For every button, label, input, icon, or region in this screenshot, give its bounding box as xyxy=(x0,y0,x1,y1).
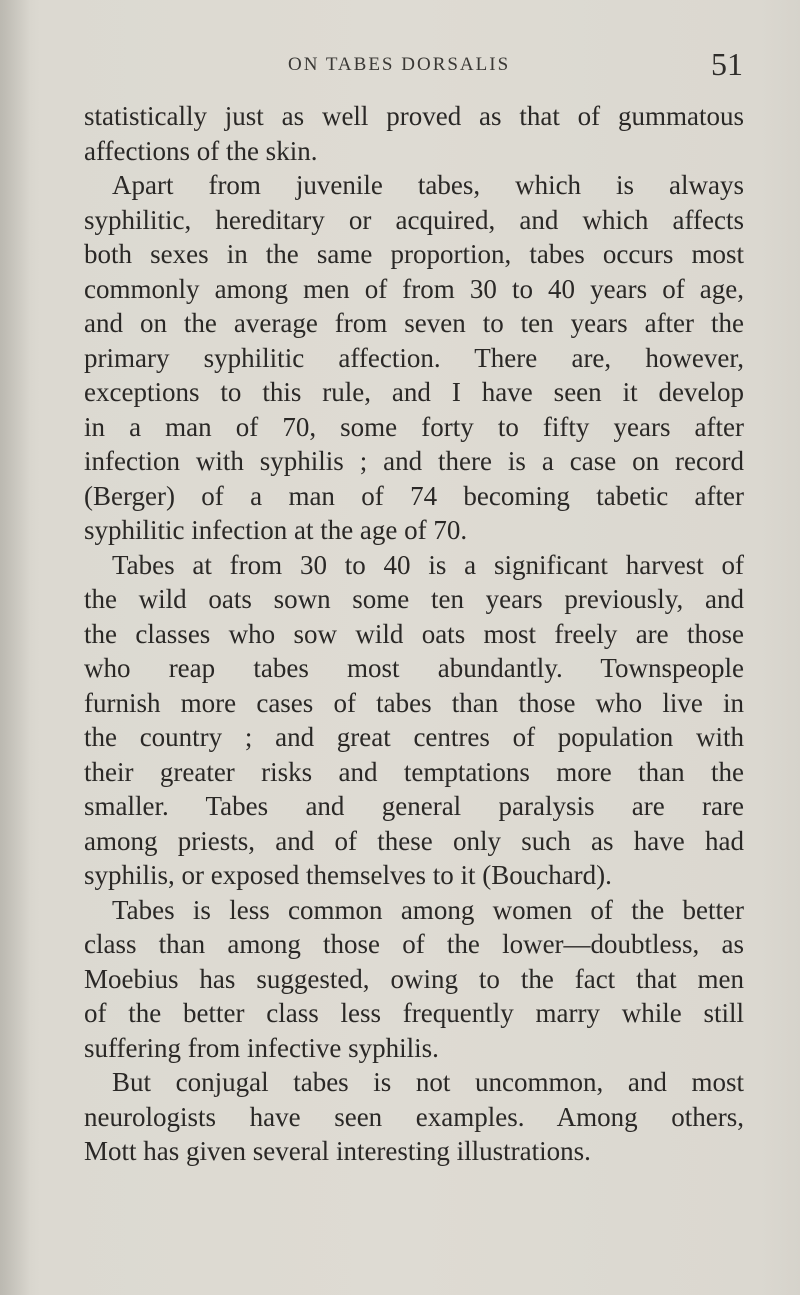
text-line: infection with syphilis ; and there is a case on record xyxy=(84,446,744,476)
text-line: of the better class less frequently marry while still xyxy=(84,998,744,1028)
text-line: class than among those of the lower—doubtless, as xyxy=(84,929,744,959)
text-line: the wild oats sown some ten years previously, and xyxy=(84,584,744,614)
text-line: suffering from infective syphilis. xyxy=(84,1032,439,1063)
text-line: Tabes at from 30 to 40 is a significant harvest of xyxy=(112,549,744,580)
text-line: Mott has given several interesting illustrations. xyxy=(84,1136,591,1166)
page-edge-shadow xyxy=(0,0,30,1295)
text-line: Apart from juvenile tabes, which is always xyxy=(112,170,744,200)
text-line: commonly among men of from 30 to 40 years of age, xyxy=(84,273,744,304)
text-line: primary syphilitic affection. There are, however, xyxy=(84,342,744,373)
text-line: exceptions to this rule, and I have seen it develop xyxy=(84,377,744,407)
text-line: the classes who sow wild oats most freely are those xyxy=(84,618,744,649)
text-line: both sexes in the same proportion, tabes occurs most xyxy=(84,239,744,269)
text-line: neurologists have seen examples. Among others, xyxy=(84,1101,744,1132)
text-line: in a man of 70, some forty to fifty years after xyxy=(84,411,744,442)
text-line: their greater risks and temptations more than the xyxy=(84,756,744,787)
text-line: furnish more cases of tabes than those who live in xyxy=(84,687,744,718)
text-line: who reap tabes most abundantly. Townspeople xyxy=(84,653,744,683)
running-head xyxy=(0,48,800,88)
text-line: among priests, and of these only such as have had xyxy=(84,825,744,856)
text-line: But conjugal tabes is not uncommon, and most xyxy=(112,1067,744,1097)
text-line: statistically just as well proved as that of gummatous xyxy=(84,101,744,131)
running-title: ON TABES DORSALIS xyxy=(288,54,511,75)
page-number: 51 xyxy=(711,46,743,82)
text-line: and on the average from seven to ten years after the xyxy=(84,308,744,338)
text-line: (Berger) of a man of 74 becoming tabetic after xyxy=(84,480,744,511)
text-line: Tabes is less common among women of the better xyxy=(112,894,744,925)
text-line: affections of the skin. xyxy=(84,135,318,166)
text-line: Moebius has suggested, owing to the fact that men xyxy=(84,963,744,994)
body-text xyxy=(84,99,744,1169)
text-line: the country ; and great centres of population with xyxy=(84,722,744,752)
text-line: syphilis, or exposed themselves to it (Bouchard). xyxy=(84,860,612,890)
text-line: smaller. Tabes and general paralysis are rare xyxy=(84,791,744,821)
text-line: syphilitic, hereditary or acquired, and which affects xyxy=(84,204,744,235)
text-line: syphilitic infection at the age of 70. xyxy=(84,515,468,545)
